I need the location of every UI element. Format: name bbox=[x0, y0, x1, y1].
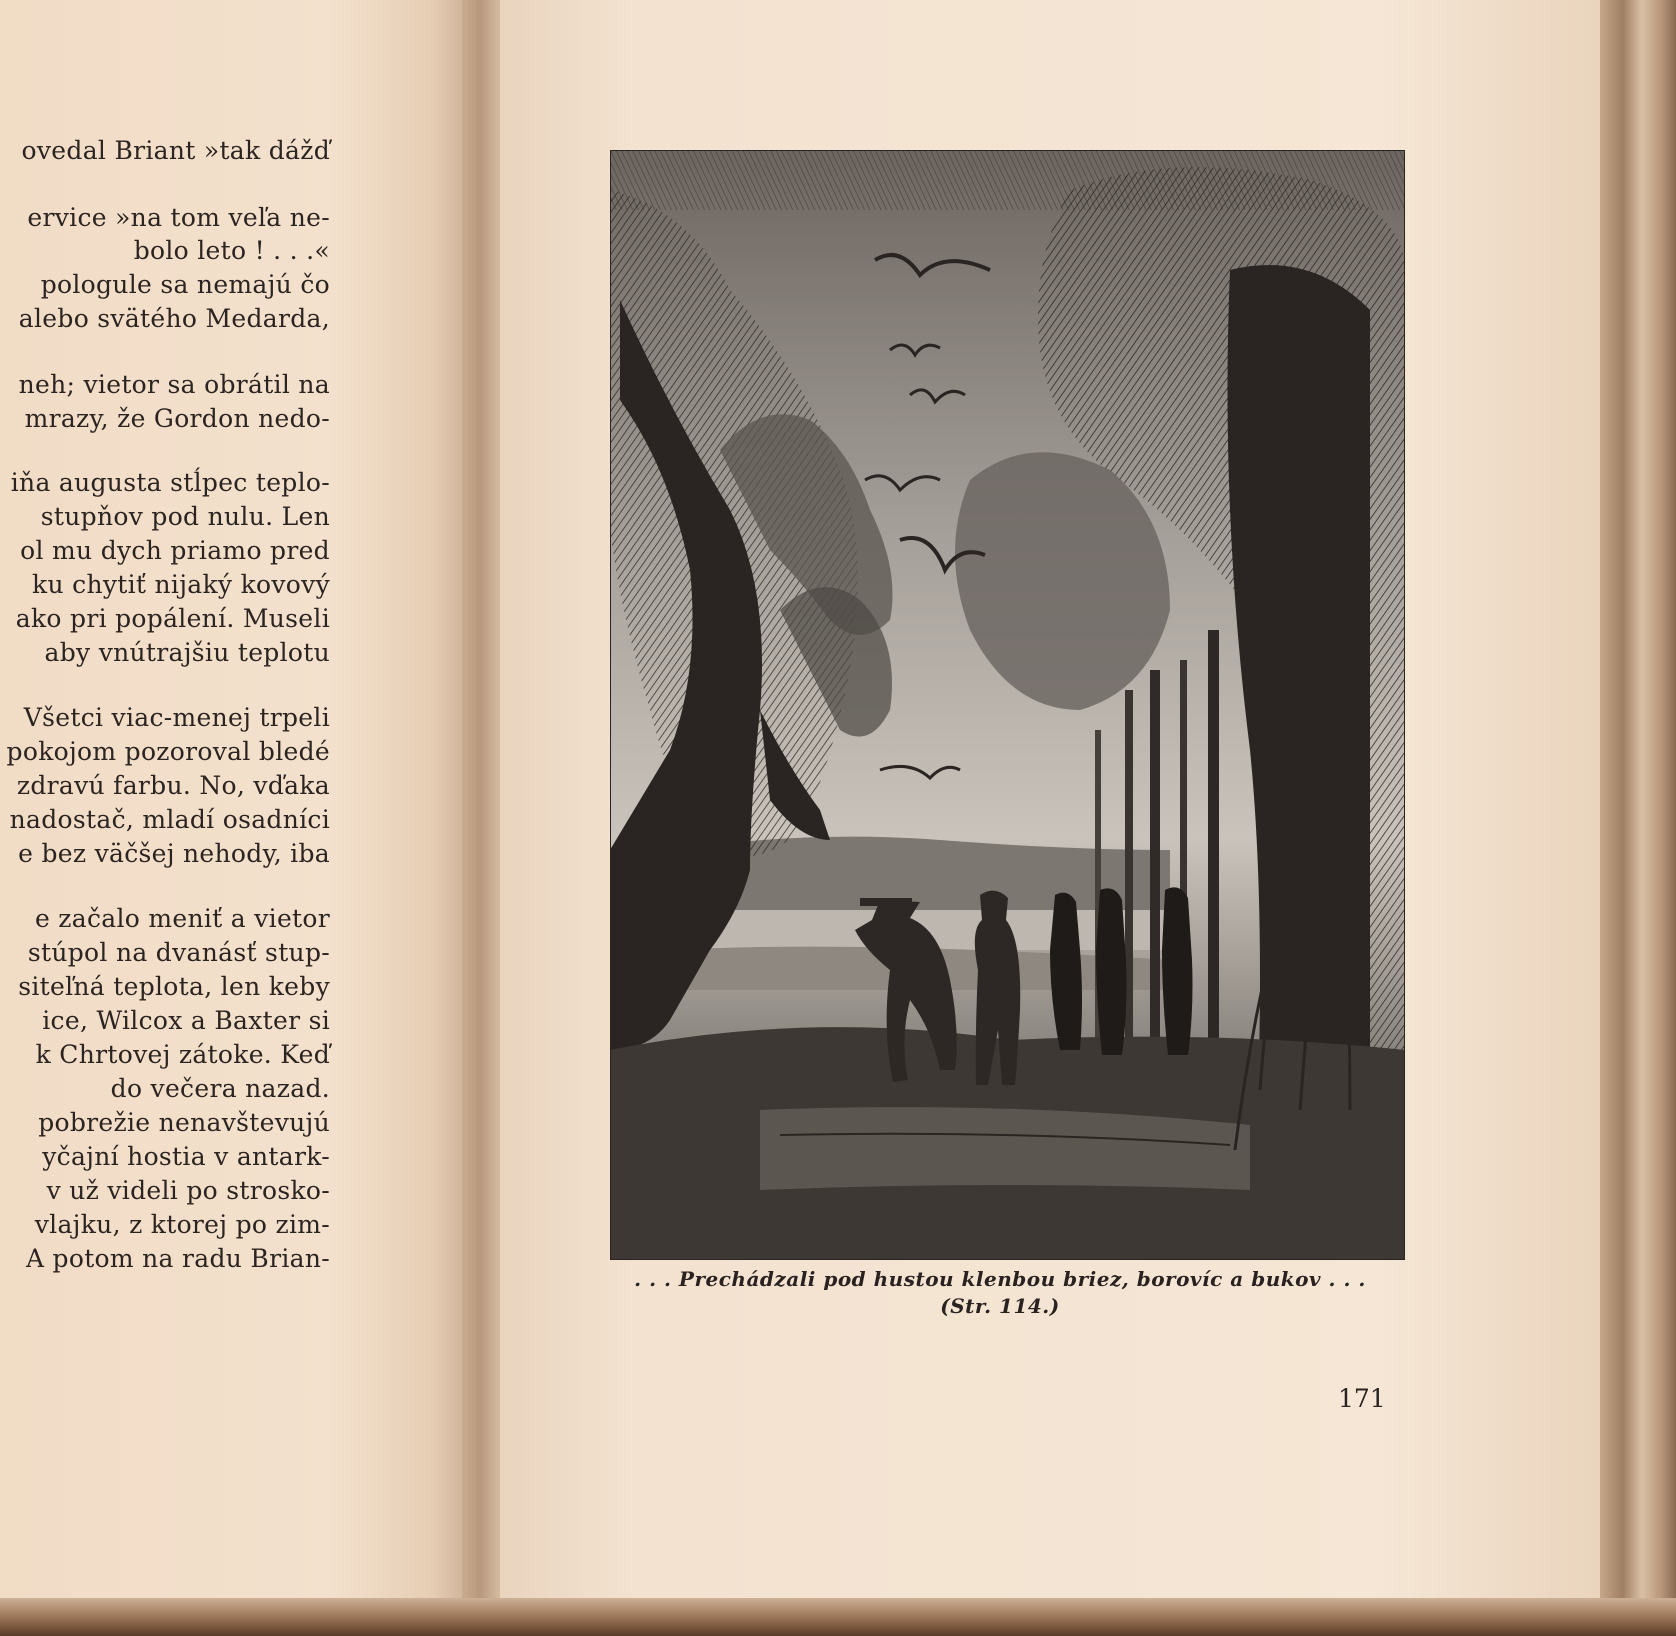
text-line: nadostač, mladí osadníci bbox=[9, 805, 330, 834]
text-line: ku chytiť nijaký kovový bbox=[32, 570, 330, 599]
text-line: bolo leto ! . . .« bbox=[133, 236, 330, 265]
illustration-caption: . . . Prechádzali pod hustou klenbou briez, borovíc a bukov . . . bbox=[634, 1267, 1366, 1291]
text-line: siteľná teplota, len keby bbox=[18, 972, 330, 1001]
text-line: ice, Wilcox a Baxter si bbox=[42, 1006, 330, 1035]
text-line: e začalo meniť a vietor bbox=[34, 904, 330, 933]
forest-illustration bbox=[610, 150, 1405, 1260]
text-line: iňa augusta stĺpec teplo- bbox=[10, 468, 330, 497]
left-page-text bbox=[0, 0, 340, 1400]
book-edge-bottom bbox=[0, 1598, 1676, 1636]
text-line: ako pri popálení. Museli bbox=[15, 604, 330, 633]
illustration-caption-reference: (Str. 114.) bbox=[940, 1294, 1060, 1318]
text-line: k Chrtovej zátoke. Keď bbox=[35, 1040, 330, 1069]
text-line: pologule sa nemajú čo bbox=[40, 270, 330, 299]
text-line: ol mu dych priamo pred bbox=[20, 536, 330, 565]
text-line: e bez väčšej nehody, iba bbox=[18, 839, 330, 868]
text-line: ovedal Briant »tak dážď bbox=[21, 136, 330, 165]
text-line: zdravú farbu. No, vďaka bbox=[16, 771, 330, 800]
text-line: aby vnútrajšiu teplotu bbox=[44, 638, 330, 667]
text-line: vlajku, z ktorej po zim- bbox=[34, 1210, 330, 1239]
book-gutter bbox=[462, 0, 502, 1636]
text-line: do večera nazad. bbox=[110, 1074, 330, 1103]
text-line: ervice »na tom veľa ne- bbox=[27, 203, 330, 232]
text-line: alebo svätého Medarda, bbox=[18, 304, 330, 333]
page-number: 171 bbox=[1338, 1384, 1386, 1413]
text-line: pobrežie nenavštevujú bbox=[38, 1108, 330, 1137]
text-line: v už videli po strosko- bbox=[46, 1176, 330, 1205]
text-line: pokojom pozoroval bledé bbox=[6, 737, 330, 766]
text-line: stúpol na dvanásť stup- bbox=[27, 938, 330, 967]
text-line: neh; vietor sa obrátil na bbox=[18, 370, 330, 399]
book-edge-right bbox=[1600, 0, 1676, 1636]
text-line: yčajní hostia v antark- bbox=[42, 1142, 330, 1171]
text-line: A potom na radu Brian- bbox=[25, 1244, 330, 1273]
text-line: stupňov pod nulu. Len bbox=[40, 502, 330, 531]
text-line: Všetci viac-menej trpeli bbox=[23, 703, 330, 732]
text-line: mrazy, že Gordon nedo- bbox=[24, 404, 330, 433]
left-page bbox=[0, 0, 470, 1636]
